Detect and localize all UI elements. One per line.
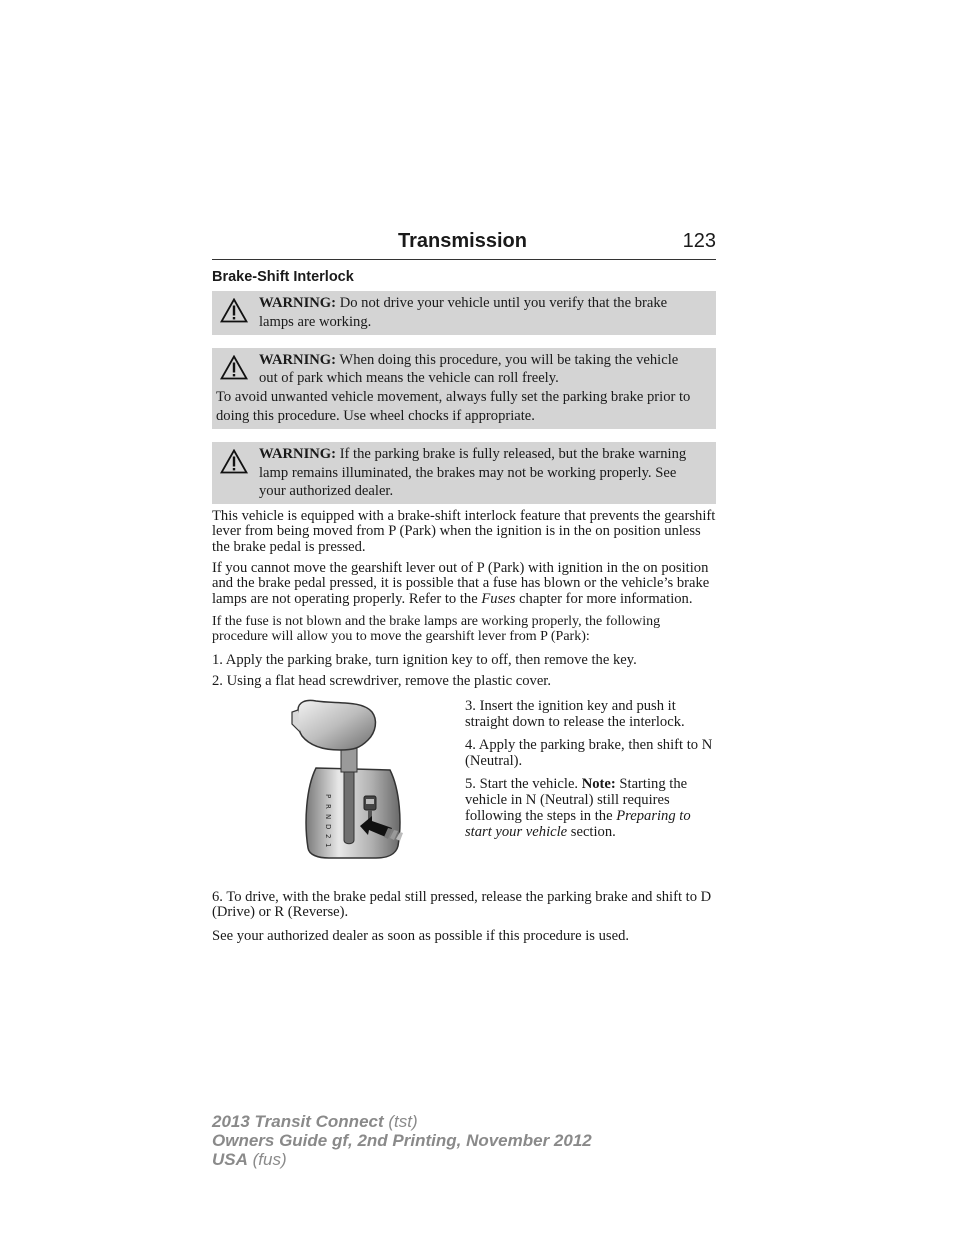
step-6: 6. To drive, with the brake pedal still pressed, release the parking brake and shift to D (Drive) or R (Reverse). [212,889,712,921]
paragraph-fuse [212,561,716,607]
paragraph-interlock [212,509,716,555]
step-5 [465,776,716,840]
warning-text [216,445,692,501]
chapter-title: Transmission [398,230,527,252]
page-footer [212,1112,592,1169]
section-reference: Preparing to start your vehicle [465,808,691,841]
paragraph-text: chapter for more information. [515,590,693,607]
paragraph-text: If you cannot move the gearshift lever out of P (Park) with ignition in the on position and the brake pedal pressed, it is possible that a fuse has blown or the vehicle’s brake lamps are not operating properly. Refer to the [212,560,710,607]
note-label: Note: [581,776,616,793]
warning-extra: To avoid unwanted vehicle movement, always fully set the parking brake prior to doing this procedure. Use wheel chocks if appropriate. [216,389,691,424]
footer-model: 2013 Transit Connect [212,1112,384,1131]
gear-letter-r: R [324,804,332,810]
warning-label: WARNING: [259,351,337,368]
step-text: 5. Start the vehicle. [465,776,582,793]
gear-letter-1: 1 [324,843,332,848]
manual-page [212,228,716,944]
warning-message: Do not drive your vehicle until you verify that the brake lamps are working. [259,295,668,330]
warning-triangle-icon [220,355,248,380]
warning-label: WARNING: [259,295,337,311]
warning-box-2 [212,348,716,429]
warning-text [216,351,692,389]
page-header [212,228,716,260]
footer-market: USA [212,1150,248,1169]
footer-line-2 [212,1131,592,1150]
warning-triangle-icon [220,449,248,474]
gear-letter-p: P [324,794,332,799]
footer-code: (tst) [383,1112,418,1131]
paragraph-procedure-intro [212,614,716,645]
footer-market-code: (fus) [247,1150,287,1169]
step-2: 2. Using a flat head screwdriver, remove the plastic cover. [212,672,551,689]
page-number: 123 [682,230,716,252]
step-1: 1. Apply the parking brake, turn ignition key to off, then remove the key. [212,651,637,668]
gear-letter-d: D [324,824,332,830]
section-title: Brake-Shift Interlock [212,269,354,285]
paragraph-text: This vehicle is equipped with a brake-shift interlock feature that prevents the gearshift lever from being moved from P (Park) when the ignition is in the on position unless the brake pedal is pressed. [212,508,716,555]
step-text: section. [567,824,616,841]
warning-text [216,294,692,332]
step-4: 4. Apply the parking brake, then shift to N (Neutral). [465,737,713,770]
footer-printing: Owners Guide gf, 2nd Printing, November 2012 [212,1131,592,1150]
figure-steps-block [212,698,716,884]
warning-label: WARNING: [259,445,337,462]
warning-box-3 [212,442,716,504]
warning-triangle-icon [220,298,248,323]
footer-line-1 [212,1112,592,1131]
closing-paragraph: See your authorized dealer as soon as possible if this procedure is used. [212,927,630,944]
warning-message: If the parking brake is fully released, but the brake warning lamp remains illuminated, the brakes may not be working properly. See your authorized dealer. [259,445,687,500]
warning-box-1 [212,291,716,335]
gear-letter-n: N [324,814,332,820]
warning-message: When doing this procedure, you will be taking the vehicle out of park which means the vehicle can roll freely. [259,351,679,387]
gearshift-lever-illustration [284,698,424,863]
fuses-reference: Fuses [481,590,516,607]
gear-letter-2: 2 [324,834,332,839]
step-text: Starting the vehicle in N (Neutral) still requires following the steps in the [465,776,688,825]
step-3: 3. Insert the ignition key and push it straight down to release the interlock. [465,698,685,731]
steps-column [465,698,716,847]
footer-line-3 [212,1150,592,1169]
paragraph-text: If the fuse is not blown and the brake lamps are working properly, the following procedure will allow you to move the gearshift lever from P (Park): [212,613,661,645]
